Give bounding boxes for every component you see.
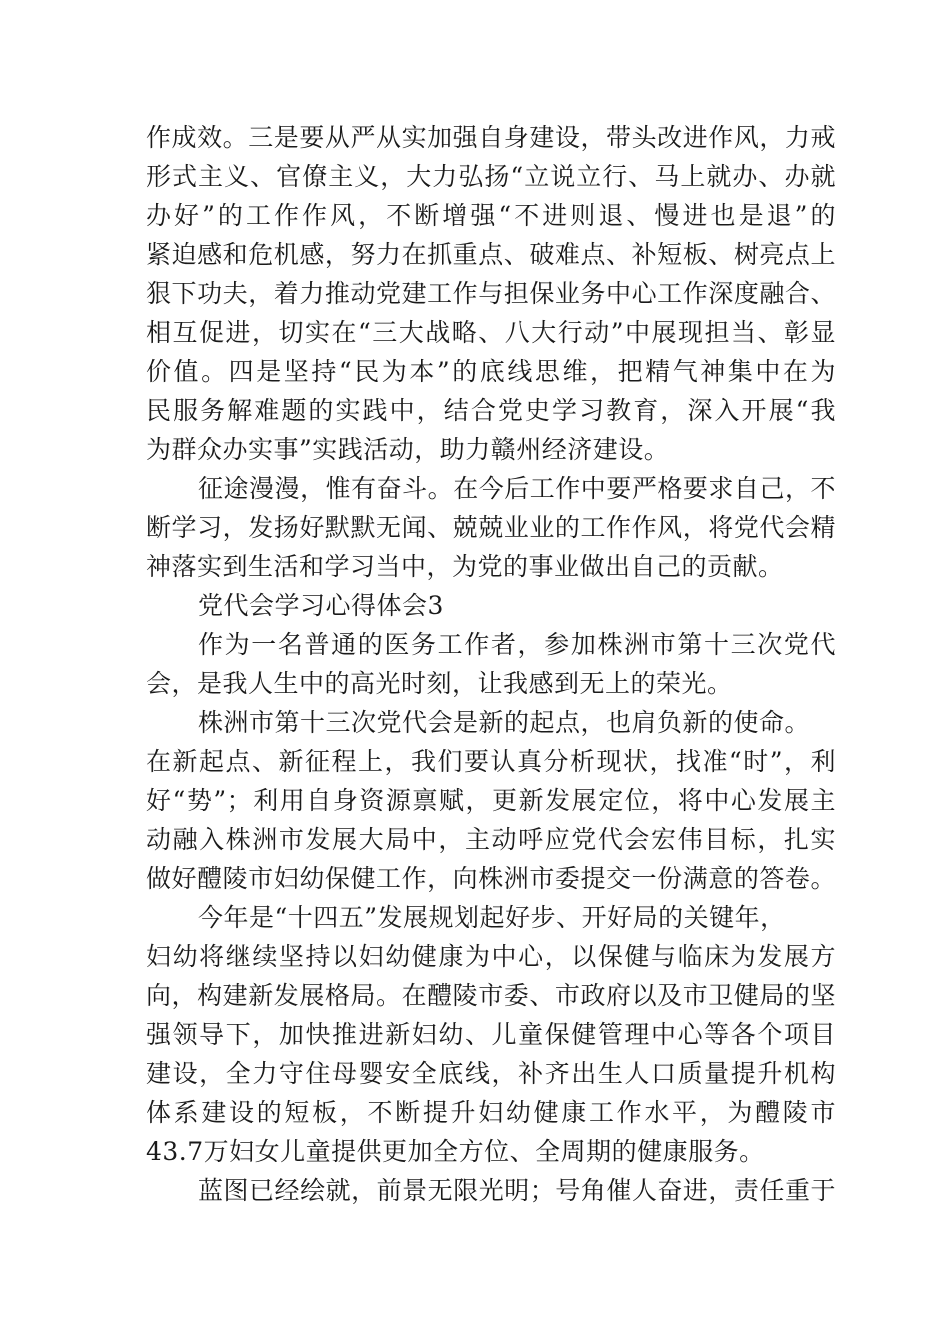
text-line: 紧迫感和危机感，努力在抓重点、破难点、补短板、树亮点上 (146, 240, 836, 269)
text-line: 形式主义、官僚主义，大力弘扬“立说立行、马上就办、办就 (146, 162, 836, 191)
text-line: 民服务解难题的实践中，结合党史学习教育，深入开展“我 (146, 396, 836, 425)
document-body (146, 118, 836, 1210)
text-line: 相互促进，切实在“三大战略、八大行动”中展现担当、彰显 (146, 318, 836, 347)
text-line: 好“势”；利用自身资源禀赋，更新发展定位，将中心发展主 (146, 786, 836, 815)
text-line: 妇幼将继续坚持以妇幼健康为中心，以保健与临床为发展方 (146, 942, 836, 971)
text-line: 蓝图已经绘就，前景无限光明；号角催人奋进，责任重于 (198, 1176, 836, 1205)
text-line: 断学习，发扬好默默无闻、兢兢业业的工作作风，将党代会精 (146, 513, 836, 542)
text-line: 向，构建新发展格局。在醴陵市委、市政府以及市卫健局的坚 (146, 981, 836, 1010)
text-line: 征途漫漫，惟有奋斗。在今后工作中要严格要求自己，不 (198, 474, 836, 503)
text-line: 狠下功夫，着力推动党建工作与担保业务中心工作深度融合、 (146, 279, 836, 308)
text-line: 建设，全力守住母婴安全底线，补齐出生人口质量提升机构 (146, 1059, 836, 1088)
text-line: 株洲市第十三次党代会是新的起点，也肩负新的使命。 (198, 708, 811, 737)
text-line: 作成效。三是要从严从实加强自身建设，带头改进作风，力戒 (146, 123, 836, 152)
text-line: 价值。四是坚持“民为本”的底线思维，把精气神集中在为 (146, 357, 836, 386)
text-line: 43.7万妇女儿童提供更加全方位、全周期的健康服务。 (146, 1137, 765, 1166)
text-line: 会，是我人生中的高光时刻，让我感到无上的荣光。 (146, 669, 733, 698)
text-line: 今年是“十四五”发展规划起好步、开好局的关键年， (198, 903, 786, 932)
text-line: 体系建设的短板，不断提升妇幼健康工作水平，为醴陵市 (146, 1098, 836, 1127)
text-line: 做好醴陵市妇幼保健工作，向株洲市委提交一份满意的答卷。 (146, 864, 836, 893)
section-heading: 党代会学习心得体会3 (198, 591, 444, 620)
text-line: 作为一名普通的医务工作者，参加株洲市第十三次党代 (198, 630, 836, 659)
text-line: 神落实到生活和学习当中，为党的事业做出自己的贡献。 (146, 552, 784, 581)
text-line: 为群众办实事”实践活动，助力赣州经济建设。 (146, 435, 670, 464)
text-line: 动融入株洲市发展大局中，主动呼应党代会宏伟目标，扎实 (146, 825, 836, 854)
text-line: 在新起点、新征程上，我们要认真分析现状，找准“时”，利 (146, 747, 836, 776)
text-line: 办好”的工作作风，不断增强“不进则退、慢进也是退”的 (146, 201, 836, 230)
text-line: 强领导下，加快推进新妇幼、儿童保健管理中心等各个项目 (146, 1020, 836, 1049)
